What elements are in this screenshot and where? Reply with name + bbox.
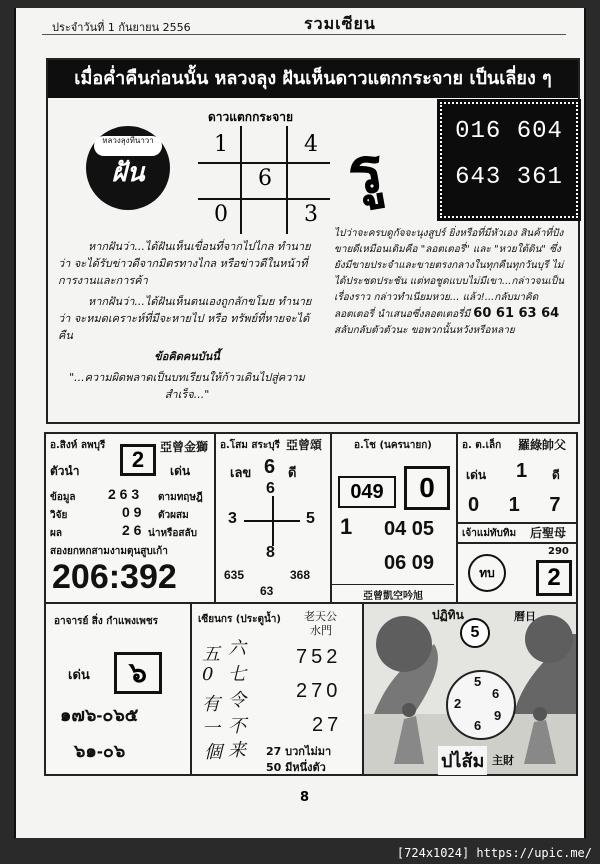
calendar-footer-chinese: 主財 [492,754,514,767]
row-note: ตัวผสม [158,510,189,521]
ring-number: 5 [474,674,482,689]
tip-chinese: 羅綠帥父 [518,438,567,452]
page-number: 8 [300,790,310,805]
tip-number: 270 [296,680,342,702]
tip-title: อ. ต.เล็ก [462,440,502,451]
column-text [334,226,570,339]
grid-cell: 1 [214,132,228,157]
sub-number: 63 [260,584,274,598]
sub-title: เจ้าแม่ทับทิม [462,528,517,539]
cross-bottom: 8 [266,544,275,561]
dream-article-panel [46,58,580,424]
main-number: 1 [516,460,528,482]
brush-glyph: 個 [204,742,222,763]
dream-logo [86,126,170,210]
paragraph: หากฝันว่า...ได้ฝันเห็นเขื่อนที่จากไปไกล ทำนายว่า จะได้รับข่าวดีจากมิตรทางไกล หรือข่าวดีในหน้าที่การงานและการค้า [58,240,311,287]
highlight-label: เด่น [68,668,90,683]
row-note: ตามทฤษฎี [158,492,203,503]
tip-chinese: 老天公 [304,610,337,623]
grid-cell: 3 [304,202,318,227]
tip-box-sien-korn [190,602,366,776]
brush-glyph: 五 [202,644,220,665]
highlight-label: เด่น [466,468,487,482]
tip-chinese: 亞曾金獅 [160,440,209,454]
brush-glyph: 七 [228,664,246,685]
dream-logo-caption: หลวงลุงที่นาวา [94,136,162,156]
tip-badge: 0 [404,466,450,510]
tip-chinese: 水門 [310,624,332,637]
row-label: วิจัย [50,510,68,521]
row-number: 2 6 [122,522,142,538]
tip-pair: 06 09 [384,552,435,574]
grid-line [240,126,242,234]
brush-glyph: 有 [202,694,220,715]
brush-glyph: 六 [228,638,246,659]
row-label: ผล [50,528,62,539]
grid-cell: 4 [304,132,318,157]
star-grid [198,126,330,234]
grid-cell: 0 [214,202,228,227]
tip-box-singh [44,432,218,606]
tip-number-frame: 049 [338,476,396,508]
grid-line [198,198,330,200]
thai-number: ๑๗๖-๐๖๕ [60,705,139,725]
tip-box-lek [456,432,578,606]
tip-note: 27 บวกไม่มา [266,745,332,758]
tip-numbers: 0 1 7 [468,494,573,516]
row-label: ข้อมูล [50,492,76,503]
number-label: เลข [230,466,252,481]
page-header [42,12,566,35]
lead-label: ตัวนำ [50,464,80,478]
tip-number: 752 [296,646,342,668]
tip-badge: ๖ [114,652,162,694]
paragraph: หากฝันว่า...ได้ฝันเห็นตนเองถูกลักขโมย ทำนายว่า จะหมดเคราะห์ที่มีจะหายไป หรือ ทรัพย์ที่หายจะได้คืน [58,295,312,342]
sub-number: 635 [224,568,245,582]
tip-box-cho [330,432,460,606]
motto: "...ความผิดพลาดเป็นบทเรียนให้ก้าวเดินไปสู่ความสำเร็จ..." [69,371,305,401]
sub-number: 368 [290,568,311,582]
highlight-label: เด่น [170,464,191,478]
tip-number: 1 [340,514,353,539]
sun-number: 5 [460,618,490,648]
tip-chinese: 亞曾頌 [286,438,323,452]
good-label: ดี [552,468,560,482]
dream-logo-text: ฝัน [111,158,145,188]
brush-glyph: 令 [228,690,246,711]
cross-right: 5 [306,510,315,527]
cross-left: 3 [228,510,237,527]
tip-big-number: 206:392 [52,558,177,596]
ring-number: 6 [492,686,500,701]
tips-section [44,432,576,828]
tip-title: เซียนกร (ประตูน้ำ) [198,614,281,625]
calendar-title: ปฏิทิน [432,608,464,622]
row-number: 2 6 3 [108,486,140,502]
cross-top: 6 [266,480,275,497]
dream-interpretation-text [58,238,316,407]
column-body: ไปว่าจะครบดูกัจจะนุงสูปร์ ยิ่งหรือที่มีหัวเอง สินค้าที่ปังขายดีเหมือนเดิมคือ "ลอตเตอรี่" และ "หวยใต้ดิน" ซึ่งยังมีขายประจำและขายตรงกลางในทุกคืนทุกวันบุรี ไม่ได้ประชดประชัน แต่ทอชูดแบบไม่มีเขา...กล่าวจนเป็นเรื่องราว กล่าวทำเนียมหวย... แล้ว!...กลับมาคิดลอตเตอรี่ นำเสนอซึ่งลอตเตอรี่มี [334,228,565,320]
brush-glyph: 来 [228,740,246,761]
tip-badge: 2 [536,560,572,596]
image-host-footer[interactable]: [724x1024] https://upic.me/ [396,846,592,860]
number-ring [446,670,516,740]
sub-chinese: 后聖母 [530,526,567,540]
thai-number: ๖๑-๐๖ [74,741,126,761]
issue-date: ประจำวันที่ 1 กันยายน 2556 [52,21,191,34]
main-number: 6 [264,456,276,478]
tip-pair: 04 05 [384,518,435,540]
star-grid-title: ดาวแตกกระจาย [208,110,294,124]
row-note: น่าหรือสลับ [148,528,197,539]
tip-note: 50 มีหนึ่งตัว [266,761,326,774]
tip-box-sing [44,602,194,776]
lucky-number-box [440,102,578,218]
tip-title: อาจารย์ สิ่ง กำแพงเพชร [54,616,159,627]
ring-number: 9 [494,708,502,723]
tip-banner: สองยกหกสามงามตุนสูบเก้า [50,546,168,557]
tip-box-som [214,432,334,606]
good-label: ดี [288,466,297,481]
row-number: 0 9 [122,504,142,520]
tip-footer: 亞曾凱空吟旭 [332,584,454,602]
motto-heading: ข้อคิดคนบันนี้ [154,350,220,363]
lucky-number-line: 016 604 [455,118,563,145]
tip-number: 27 [312,714,343,736]
tip-title: อ.โช (นครนายก) [354,440,432,451]
brush-glyph: 一 [202,718,220,739]
calendar-illustration [362,602,578,776]
headline: เมื่อค่ำคืนก่อนนั้น หลวงลุง ฝันเห็นดาวแตกกระจาย เป็นเลี่ยง ๆ [48,60,578,98]
handwritten-glyph: รู [341,131,389,212]
lucky-number-line: 643 361 [455,164,563,191]
brush-glyph: 0 [202,664,214,685]
calendar-footer: ปไส้ม [438,746,487,775]
tip-title: อ.สิงห์ ลพบุรี [50,440,106,451]
tip-badge: 2 [120,444,156,476]
ring-number: 6 [474,718,482,733]
seal-stamp: ทบ [468,554,506,592]
ring-number: 2 [454,696,462,711]
grid-cell: 6 [258,166,272,191]
brush-glyph: 不 [228,716,246,737]
cross-line [244,520,300,522]
grid-line [286,126,288,234]
tip-title: อ.โสม สระบุรี [220,440,280,451]
grid-line [198,162,330,164]
column-tail: สลับกลับตัวตัวนะ ขอพวกนั้นหวังหรือหลาย [334,325,515,336]
column-numbers: 60 61 63 64 [473,306,560,321]
small-number: 290 [548,546,569,557]
calendar-chinese: 曆日 [514,610,536,623]
publication-logo: รวมเซียน [304,14,376,33]
